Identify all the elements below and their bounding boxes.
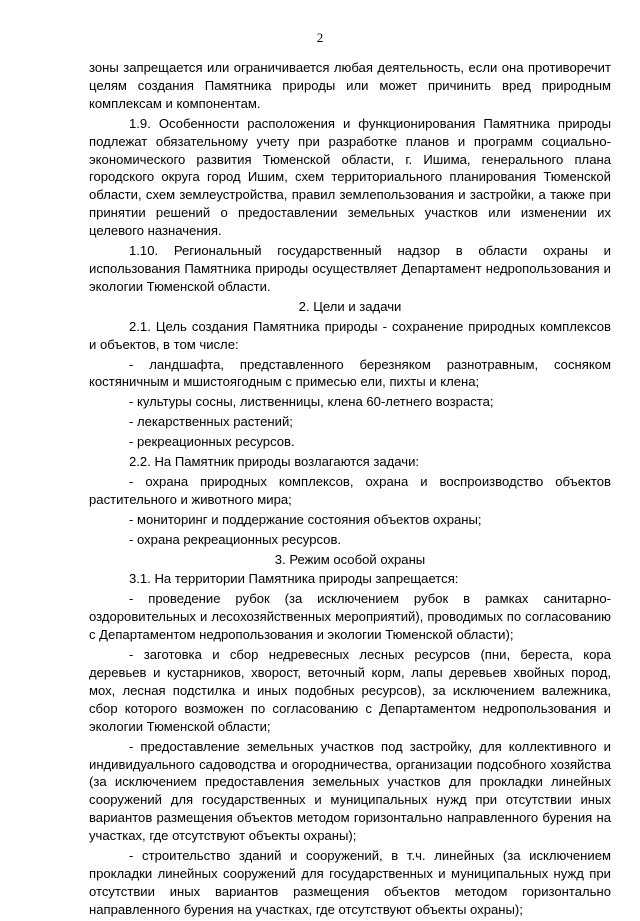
section-heading: 3. Режим особой охраны: [274, 551, 426, 567]
list-item: - проведение рубок (за исключением рубок в рамках санитарно-оздоровительных и лесохозяйственных мероприятий), проводимых по согласованию с Департаментом недропользования и экологии Тюменской области);: [89, 591, 611, 643]
section-heading: 2. Цели и задачи: [298, 298, 402, 314]
list-item: - охрана рекреационных ресурсов.: [129, 531, 342, 547]
paragraph: 1.9. Особенности расположения и функционирования Памятника природы подлежат обязательному учету при разработке планов и программ социально-экономического развития Тюменской области, г. Ишима, генерального плана городского округа город Ишим, схем территориального планирования Тюменской области, схем землеустройства, правил землепользования и застройки, а также при принятии решений о предоставлении земельных участков или изменении их целевого назначения.: [89, 115, 611, 239]
list-item: - лекарственных растений;: [129, 414, 293, 430]
list-item: - охрана природных комплексов, охрана и воспроизводство объектов растительного и животного мира;: [89, 473, 611, 507]
paragraph: зоны запрещается или ограничивается любая деятельность, если она противоречит целям создания Памятника природы или может причинить вред природным комплексам и компонентам.: [89, 60, 611, 111]
paragraph: 2.1. Цель создания Памятника природы - сохранение природных комплексов и объектов, в том числе:: [89, 318, 611, 352]
list-item: - строительство зданий и сооружений, в т.ч. линейных (за исключением прокладки линейных сооружений для государственных и муниципальных нужд при отсутствии иных вариантов размещения объектов методом горизонтально направленного бурения на участках, где отсутствуют объекты охраны);: [89, 848, 611, 917]
page-number: 2: [316, 30, 324, 45]
paragraph: 2.2. На Памятник природы возлагаются задачи:: [129, 454, 420, 470]
list-item: - заготовка и сбор недревесных лесных ресурсов (пни, береста, кора деревьев и кустарников, хворост, веточный корм, лапы деревьев хвойных пород, мох, лесная подстилка и иных подобных ресурсов), за исключением валежника, сбор которого возможен по согласованию с Департаментом недропользования и экологии Тюменской области;: [89, 647, 611, 734]
list-item: - мониторинг и поддержание состояния объектов охраны;: [129, 511, 482, 527]
list-item: - ландшафта, представленного березняком разнотравным, сосняком костяничным и мшистоягодным с примесью ели, пихты и клена;: [89, 356, 611, 390]
list-item: - рекреационных ресурсов.: [129, 434, 295, 450]
document-body: [89, 59, 611, 921]
list-item: - культуры сосны, лиственницы, клена 60-летнего возраста;: [129, 394, 494, 410]
paragraph: 1.10. Региональный государственный надзор в области охраны и использования Памятника природы осуществляет Департамент недропользования и экологии Тюменской области.: [89, 243, 611, 294]
list-item: - предоставление земельных участков под застройку, для коллективного и индивидуального садоводства и огородничества, организации подсобного хозяйства (за исключением предоставления земельных участков для прокладки линейных сооружений для государственных и муниципальных нужд при отсутствии иных вариантов размещения объектов методом горизонтально направленного бурения на участках, где отсутствуют объекты охраны);: [89, 738, 611, 844]
paragraph: 3.1. На территории Памятника природы запрещается:: [129, 571, 459, 587]
